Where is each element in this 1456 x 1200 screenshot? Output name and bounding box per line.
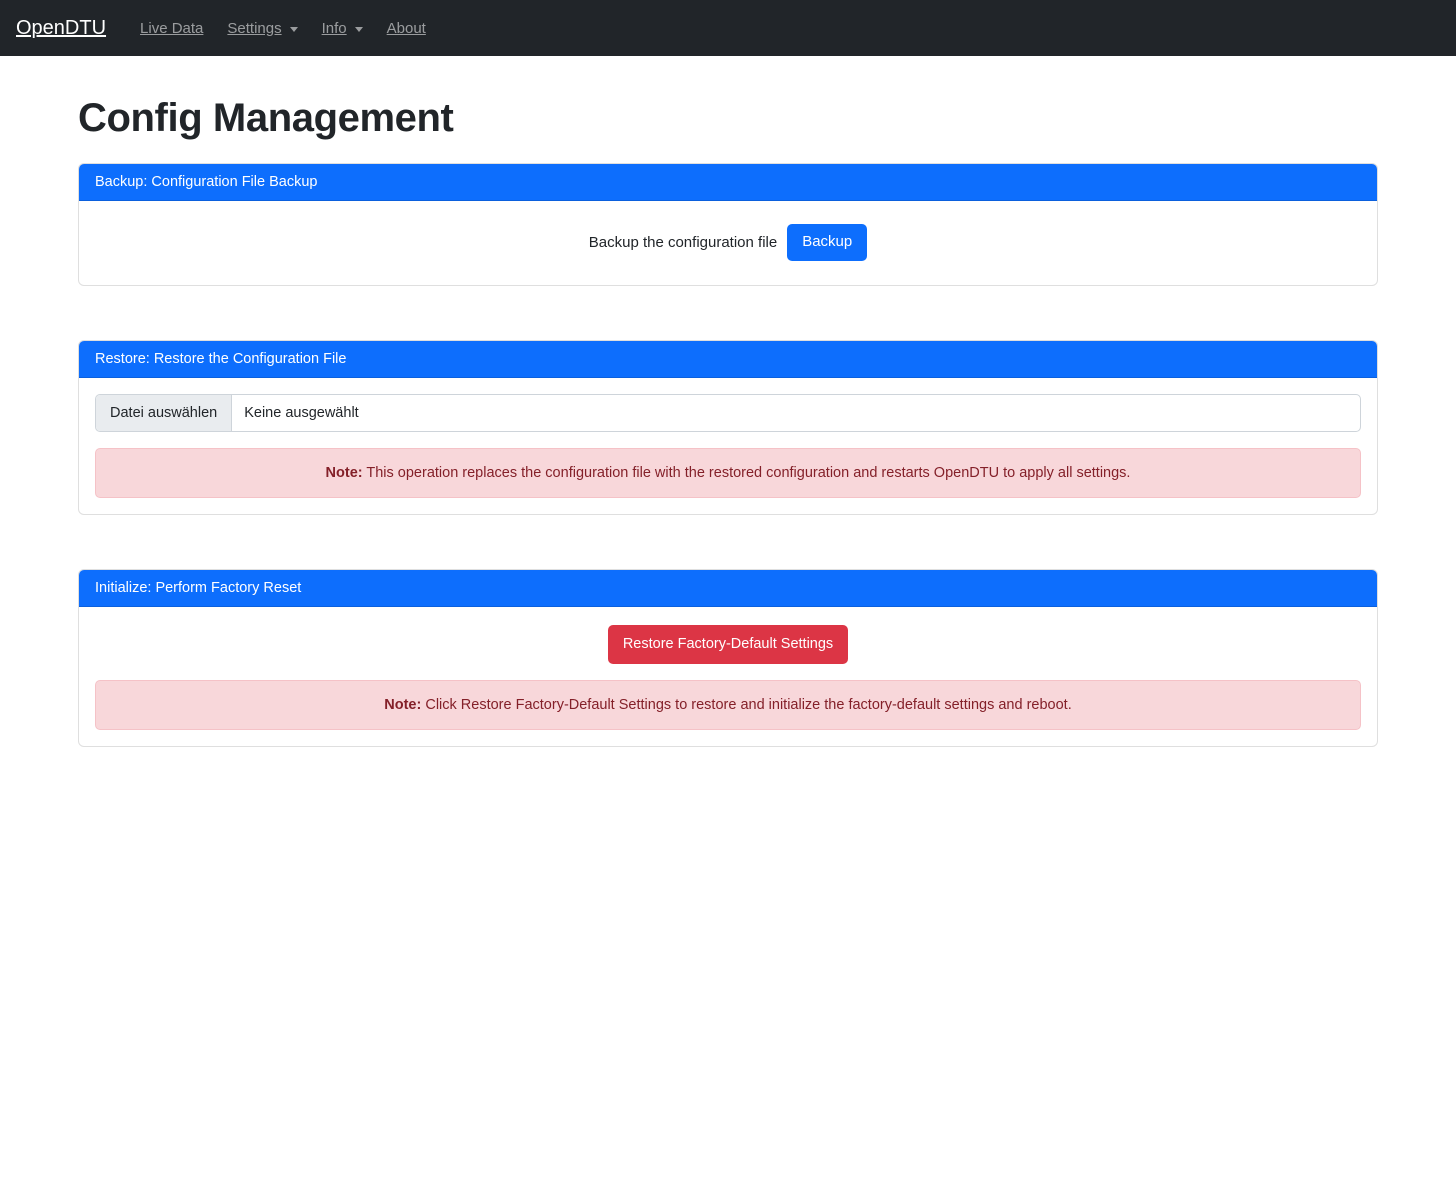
choose-file-button[interactable]: Datei auswählen xyxy=(96,395,232,431)
selected-file-name: Keine ausgewählt xyxy=(244,404,359,421)
backup-row xyxy=(95,217,1361,269)
page-title: Config Management xyxy=(78,96,454,140)
initialize-card-header: Initialize: Perform Factory Reset xyxy=(79,570,1377,607)
nav-list xyxy=(128,12,438,45)
nav-item-settings[interactable] xyxy=(215,12,309,45)
nav-item-about[interactable] xyxy=(375,12,438,45)
nav-item-label: Settings xyxy=(227,19,282,37)
restore-note-label: Note: xyxy=(325,464,363,481)
factory-reset-row xyxy=(95,623,1361,681)
backup-button[interactable]: Backup xyxy=(787,224,867,261)
initialize-note-label: Note: xyxy=(384,697,422,714)
initialize-card-body xyxy=(79,607,1377,747)
initialize-card xyxy=(78,569,1378,748)
restore-card xyxy=(78,340,1378,515)
brand-link[interactable]: OpenDTU xyxy=(16,17,107,39)
initialize-note-alert xyxy=(95,680,1361,730)
nav-item-label: About xyxy=(386,19,426,37)
main-navbar xyxy=(0,0,1456,56)
restore-card-header: Restore: Restore the Configuration File xyxy=(79,341,1377,378)
backup-card-header: Backup: Configuration File Backup xyxy=(79,164,1377,201)
restore-note-text: This operation replaces the configuration file with the restored configuration and restarts OpenDTU to apply all settings. xyxy=(362,464,1131,481)
restore-card-body xyxy=(79,378,1377,514)
restore-file-input[interactable] xyxy=(95,394,1361,432)
nav-item-info[interactable] xyxy=(310,12,375,45)
backup-card xyxy=(78,163,1378,286)
initialize-note-text: Click Restore Factory-Default Settings to restore and initialize the factory-default settings and reboot. xyxy=(421,697,1072,714)
backup-description: Backup the configuration file xyxy=(588,233,778,251)
chevron-down-icon xyxy=(355,27,363,32)
restore-factory-defaults-button[interactable]: Restore Factory-Default Settings xyxy=(608,625,848,665)
restore-note-alert xyxy=(95,448,1361,498)
backup-card-body xyxy=(79,201,1377,285)
nav-item-label: Info xyxy=(321,19,347,37)
nav-item-label: Live Data xyxy=(140,19,204,37)
chevron-down-icon xyxy=(290,27,298,32)
page-container xyxy=(78,96,1378,841)
nav-item-live-data[interactable] xyxy=(128,12,215,45)
